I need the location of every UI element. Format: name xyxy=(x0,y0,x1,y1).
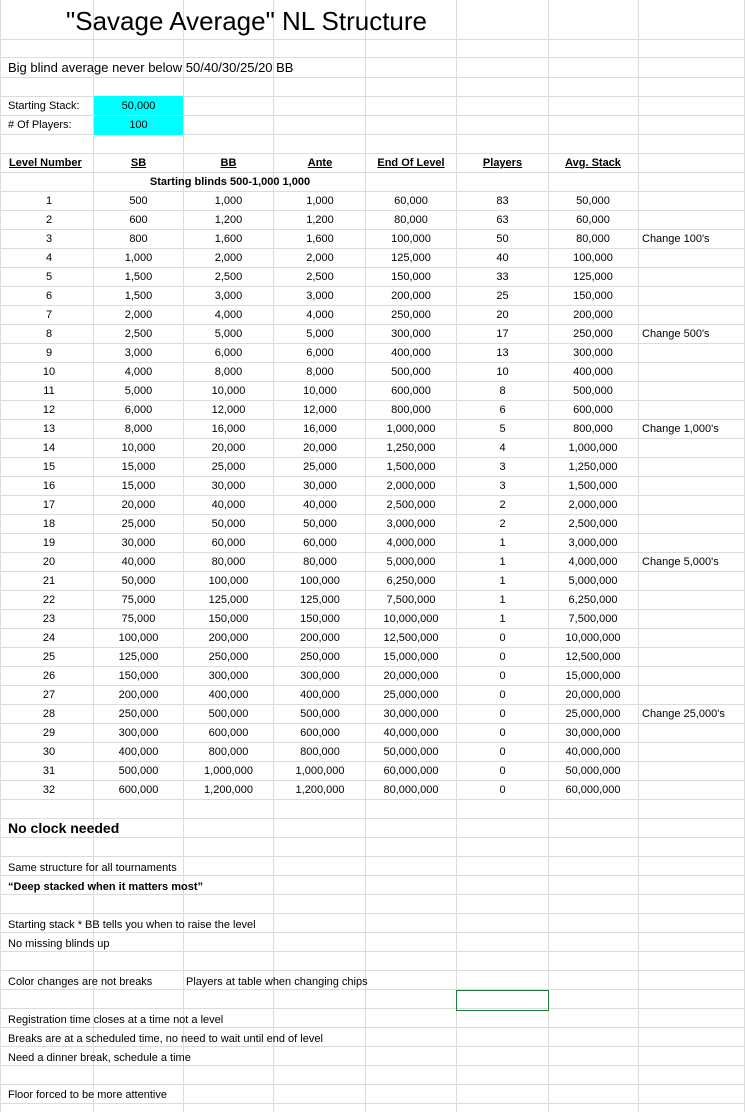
cell-avg-stack[interactable]: 15,000,000 xyxy=(565,670,621,682)
cell-level[interactable]: 19 xyxy=(42,537,56,549)
cell-ante[interactable]: 250,000 xyxy=(300,651,340,663)
cell-avg-stack[interactable]: 80,000 xyxy=(576,233,610,245)
header-end-of-level: End Of Level xyxy=(377,157,445,169)
floor-note: Floor forced to be more attentive xyxy=(8,1089,167,1101)
cell-end-of-level[interactable]: 80,000,000 xyxy=(383,784,439,796)
cell-players[interactable]: 63 xyxy=(496,214,509,226)
cell-end-of-level[interactable]: 50,000,000 xyxy=(383,746,439,758)
cell-level[interactable]: 8 xyxy=(45,328,53,340)
cell-sb[interactable]: 800 xyxy=(129,233,148,245)
cell-note[interactable] xyxy=(642,192,742,211)
cell-level[interactable]: 11 xyxy=(43,385,55,397)
cell-sb[interactable]: 40,000 xyxy=(121,556,156,568)
cell-sb[interactable]: 75,000 xyxy=(121,613,156,625)
starting-stack-value[interactable]: 50,000 xyxy=(121,100,156,112)
cell-level[interactable]: 23 xyxy=(42,613,56,625)
cell-level[interactable]: 26 xyxy=(42,670,56,682)
cell-bb[interactable]: 250,000 xyxy=(208,651,249,663)
cell-end-of-level[interactable]: 12,500,000 xyxy=(383,632,439,644)
cell-avg-stack[interactable]: 2,500,000 xyxy=(568,518,618,530)
cell-players[interactable]: 6 xyxy=(499,404,506,416)
players-at-table-note: Players at table when changing chips xyxy=(186,976,368,988)
cell-ante[interactable]: 300,000 xyxy=(300,670,340,682)
cell-ante[interactable]: 800,000 xyxy=(300,746,340,758)
cell-ante[interactable]: 20,000 xyxy=(303,442,337,454)
cell-level[interactable]: 21 xyxy=(42,575,56,587)
cell-ante[interactable]: 5,000 xyxy=(306,328,334,340)
cell-level[interactable]: 16 xyxy=(42,480,56,492)
cell-sb[interactable]: 500,000 xyxy=(118,765,159,777)
cell-bb[interactable]: 4,000 xyxy=(214,309,243,321)
cell-note[interactable] xyxy=(642,781,742,800)
cell-players[interactable]: 83 xyxy=(496,195,509,207)
cell-note[interactable]: Change 25,000's xyxy=(642,708,725,720)
cell-avg-stack[interactable]: 4,000,000 xyxy=(568,556,618,568)
cell-note[interactable] xyxy=(642,344,742,363)
cell-players[interactable]: 25 xyxy=(496,290,509,302)
cell-ante[interactable]: 40,000 xyxy=(303,499,337,511)
cell-note[interactable] xyxy=(642,458,742,477)
cell-avg-stack[interactable]: 250,000 xyxy=(573,328,613,340)
cell-bb[interactable]: 25,000 xyxy=(211,461,246,473)
cell-players[interactable]: 1 xyxy=(499,537,506,549)
same-structure-note: Same structure for all tournaments xyxy=(8,862,177,874)
cell-level[interactable]: 3 xyxy=(45,233,53,245)
cell-avg-stack[interactable]: 40,000,000 xyxy=(565,746,621,758)
cell-ante[interactable]: 12,000 xyxy=(303,404,337,416)
cell-note[interactable] xyxy=(642,762,742,781)
cell-avg-stack[interactable]: 7,500,000 xyxy=(568,613,618,625)
cell-bb[interactable]: 125,000 xyxy=(208,594,249,606)
cell-end-of-level[interactable]: 600,000 xyxy=(391,385,431,397)
subtitle: Big blind average never below 50/40/30/25/20 BB xyxy=(8,60,294,75)
cell-sb[interactable]: 1,000 xyxy=(124,252,153,264)
cell-end-of-level[interactable]: 1,250,000 xyxy=(386,442,436,454)
registration-note: Registration time closes at a time not a level xyxy=(8,1014,224,1026)
cell-sb[interactable]: 5,000 xyxy=(124,385,153,397)
cell-avg-stack[interactable]: 20,000,000 xyxy=(565,689,621,701)
cell-bb[interactable]: 100,000 xyxy=(208,575,249,587)
cell-bb[interactable]: 30,000 xyxy=(211,480,246,492)
header-avg-stack: Avg. Stack xyxy=(565,157,621,169)
cell-avg-stack[interactable]: 60,000,000 xyxy=(565,784,621,796)
cell-note[interactable] xyxy=(642,629,742,648)
cell-bb[interactable]: 1,600 xyxy=(214,233,243,245)
cell-ante[interactable]: 1,000 xyxy=(306,195,334,207)
cell-end-of-level[interactable]: 7,500,000 xyxy=(386,594,436,606)
cell-players[interactable]: 0 xyxy=(499,746,506,758)
breaks-note: Breaks are at a scheduled time, no need to wait until end of level xyxy=(8,1033,323,1045)
cell-players[interactable]: 50 xyxy=(496,233,509,245)
cell-ante[interactable]: 400,000 xyxy=(300,689,340,701)
cell-note[interactable] xyxy=(642,401,742,420)
cell-avg-stack[interactable]: 1,500,000 xyxy=(568,480,618,492)
cell-avg-stack[interactable]: 6,250,000 xyxy=(568,594,618,606)
cell-avg-stack[interactable]: 10,000,000 xyxy=(565,632,621,644)
cell-note[interactable]: Change 5,000's xyxy=(642,556,719,568)
cell-sb[interactable]: 600 xyxy=(129,214,148,226)
starting-blinds-note: Starting blinds 500-1,000 1,000 xyxy=(149,176,311,188)
cell-ante[interactable]: 2,000 xyxy=(306,252,334,264)
cell-sb[interactable]: 15,000 xyxy=(121,461,156,473)
cell-ante[interactable]: 1,600 xyxy=(306,233,334,245)
cell-bb[interactable]: 500,000 xyxy=(208,708,249,720)
cell-players[interactable]: 1 xyxy=(499,556,506,568)
cell-bb[interactable]: 3,000 xyxy=(214,290,243,302)
cell-level[interactable]: 22 xyxy=(42,594,56,606)
cell-end-of-level[interactable]: 4,000,000 xyxy=(386,537,436,549)
cell-end-of-level[interactable]: 250,000 xyxy=(391,309,431,321)
cell-avg-stack[interactable]: 600,000 xyxy=(573,404,613,416)
cell-sb[interactable]: 15,000 xyxy=(121,480,156,492)
cell-players[interactable]: 4 xyxy=(499,442,506,454)
cell-note[interactable] xyxy=(642,382,742,401)
cell-note[interactable] xyxy=(642,477,742,496)
cell-note[interactable] xyxy=(642,610,742,629)
cell-end-of-level[interactable]: 60,000 xyxy=(394,195,428,207)
cell-bb[interactable]: 2,500 xyxy=(214,271,243,283)
cell-sb[interactable]: 1,500 xyxy=(124,290,153,302)
cell-ante[interactable]: 125,000 xyxy=(300,594,340,606)
cell-avg-stack[interactable]: 500,000 xyxy=(573,385,613,397)
cell-players[interactable]: 10 xyxy=(496,366,509,378)
cell-sb[interactable]: 8,000 xyxy=(124,423,153,435)
cell-level[interactable]: 30 xyxy=(42,746,56,758)
cell-note[interactable] xyxy=(642,496,742,515)
cell-end-of-level[interactable]: 500,000 xyxy=(391,366,431,378)
cell-avg-stack[interactable]: 800,000 xyxy=(573,423,613,435)
cell-bb[interactable]: 400,000 xyxy=(208,689,249,701)
cell-bb[interactable]: 10,000 xyxy=(211,385,246,397)
cell-players[interactable]: 0 xyxy=(499,708,506,720)
cell-level[interactable]: 27 xyxy=(42,689,56,701)
cell-players[interactable]: 17 xyxy=(496,328,509,340)
cell-end-of-level[interactable]: 40,000,000 xyxy=(383,727,439,739)
cell-ante[interactable]: 1,200 xyxy=(306,214,334,226)
cell-ante[interactable]: 10,000 xyxy=(303,385,337,397)
cell-players[interactable]: 1 xyxy=(499,594,506,606)
cell-bb[interactable]: 80,000 xyxy=(211,556,246,568)
cell-end-of-level[interactable]: 100,000 xyxy=(391,233,431,245)
cell-note[interactable] xyxy=(642,515,742,534)
cell-note[interactable] xyxy=(642,648,742,667)
cell-players[interactable]: 13 xyxy=(496,347,509,359)
cell-level[interactable]: 28 xyxy=(42,708,56,720)
cell-end-of-level[interactable]: 800,000 xyxy=(391,404,431,416)
no-missing-blinds-note: No missing blinds up xyxy=(8,938,110,950)
cell-level[interactable]: 12 xyxy=(42,404,56,416)
cell-sb[interactable]: 75,000 xyxy=(121,594,156,606)
cell-level[interactable]: 32 xyxy=(42,784,56,796)
players-value[interactable]: 100 xyxy=(129,119,148,131)
cell-level[interactable]: 14 xyxy=(42,442,56,454)
cell-level[interactable]: 31 xyxy=(42,765,56,777)
cell-ante[interactable]: 1,000,000 xyxy=(295,765,345,777)
cell-avg-stack[interactable]: 50,000,000 xyxy=(565,765,621,777)
cell-bb[interactable]: 16,000 xyxy=(211,423,246,435)
cell-players[interactable]: 20 xyxy=(496,309,509,321)
cell-avg-stack[interactable]: 300,000 xyxy=(573,347,613,359)
cell-players[interactable]: 8 xyxy=(499,385,506,397)
cell-players[interactable]: 0 xyxy=(499,784,506,796)
cell-ante[interactable]: 200,000 xyxy=(300,632,340,644)
starting-stack-bb-note: Starting stack * BB tells you when to raise the level xyxy=(8,919,256,931)
cell-ante[interactable]: 2,500 xyxy=(306,271,334,283)
cell-bb[interactable]: 200,000 xyxy=(208,632,249,644)
cell-note[interactable] xyxy=(642,667,742,686)
cell-bb[interactable]: 2,000 xyxy=(214,252,243,264)
cell-players[interactable]: 3 xyxy=(499,461,506,473)
cell-note[interactable] xyxy=(642,724,742,743)
cell-note[interactable] xyxy=(642,743,742,762)
cell-end-of-level[interactable]: 1,500,000 xyxy=(386,461,436,473)
cell-sb[interactable]: 500 xyxy=(129,195,148,207)
cell-avg-stack[interactable]: 30,000,000 xyxy=(565,727,621,739)
cell-players[interactable]: 3 xyxy=(499,480,506,492)
cell-level[interactable]: 24 xyxy=(42,632,56,644)
cell-sb[interactable]: 100,000 xyxy=(118,632,159,644)
cell-avg-stack[interactable]: 3,000,000 xyxy=(568,537,618,549)
cell-ante[interactable]: 150,000 xyxy=(300,613,340,625)
cell-sb[interactable]: 125,000 xyxy=(118,651,159,663)
cell-note[interactable] xyxy=(642,439,742,458)
cell-players[interactable]: 1 xyxy=(499,613,506,625)
cell-sb[interactable]: 200,000 xyxy=(118,689,159,701)
header-bb: BB xyxy=(220,157,237,169)
cell-end-of-level[interactable]: 25,000,000 xyxy=(383,689,439,701)
cell-note[interactable]: Change 100's xyxy=(642,233,710,245)
cell-avg-stack[interactable]: 25,000,000 xyxy=(565,708,621,720)
cell-note[interactable] xyxy=(642,249,742,268)
header-players: Players xyxy=(482,157,523,169)
cell-note[interactable] xyxy=(642,686,742,705)
cell-bb[interactable]: 40,000 xyxy=(211,499,246,511)
cell-avg-stack[interactable]: 150,000 xyxy=(573,290,613,302)
cell-players[interactable]: 5 xyxy=(499,423,506,435)
cell-players[interactable]: 0 xyxy=(499,765,506,777)
cell-bb[interactable]: 5,000 xyxy=(214,328,243,340)
cell-ante[interactable]: 4,000 xyxy=(306,309,334,321)
cell-end-of-level[interactable]: 3,000,000 xyxy=(386,518,436,530)
cell-sb[interactable]: 20,000 xyxy=(121,499,156,511)
cell-sb[interactable]: 1,500 xyxy=(124,271,153,283)
cell-level[interactable]: 15 xyxy=(42,461,56,473)
cell-end-of-level[interactable]: 60,000,000 xyxy=(383,765,439,777)
cell-end-of-level[interactable]: 15,000,000 xyxy=(383,651,439,663)
cell-ante[interactable]: 500,000 xyxy=(300,708,340,720)
cell-players[interactable]: 1 xyxy=(499,575,506,587)
cell-players[interactable]: 40 xyxy=(496,252,509,264)
cell-note[interactable] xyxy=(642,211,742,230)
cell-ante[interactable]: 600,000 xyxy=(300,727,340,739)
cell-players[interactable]: 0 xyxy=(499,632,506,644)
cell-players[interactable]: 0 xyxy=(499,727,506,739)
cell-avg-stack[interactable]: 100,000 xyxy=(573,252,613,264)
cell-bb[interactable]: 8,000 xyxy=(214,366,243,378)
cell-end-of-level[interactable]: 1,000,000 xyxy=(386,423,436,435)
cell-avg-stack[interactable]: 125,000 xyxy=(573,271,613,283)
cell-sb[interactable]: 4,000 xyxy=(124,366,153,378)
cell-players[interactable]: 0 xyxy=(499,689,506,701)
cell-level[interactable]: 5 xyxy=(45,271,53,283)
cell-end-of-level[interactable]: 300,000 xyxy=(391,328,431,340)
cell-level[interactable]: 13 xyxy=(42,423,56,435)
cell-sb[interactable]: 150,000 xyxy=(118,670,159,682)
cell-avg-stack[interactable]: 12,500,000 xyxy=(565,651,621,663)
cell-sb[interactable]: 25,000 xyxy=(121,518,156,530)
cell-ante[interactable]: 80,000 xyxy=(303,556,337,568)
cell-bb[interactable]: 60,000 xyxy=(211,537,246,549)
cell-note[interactable] xyxy=(642,306,742,325)
cell-bb[interactable]: 12,000 xyxy=(211,404,246,416)
cell-end-of-level[interactable]: 30,000,000 xyxy=(383,708,439,720)
cell-end-of-level[interactable]: 80,000 xyxy=(394,214,428,226)
cell-end-of-level[interactable]: 400,000 xyxy=(391,347,431,359)
cell-note[interactable]: Change 500's xyxy=(642,328,710,340)
cell-note[interactable] xyxy=(642,591,742,610)
cell-ante[interactable]: 1,200,000 xyxy=(295,784,345,796)
cell-players[interactable]: 0 xyxy=(499,651,506,663)
sheet-title: "Savage Average" NL Structure xyxy=(66,6,428,36)
cell-end-of-level[interactable]: 2,500,000 xyxy=(386,499,436,511)
cell-sb[interactable]: 300,000 xyxy=(118,727,159,739)
cell-bb[interactable]: 20,000 xyxy=(211,442,246,454)
cell-ante[interactable]: 16,000 xyxy=(303,423,337,435)
header-sb: SB xyxy=(130,157,147,169)
cell-bb[interactable]: 6,000 xyxy=(214,347,243,359)
cell-sb[interactable]: 30,000 xyxy=(121,537,156,549)
cell-sb[interactable]: 3,000 xyxy=(124,347,153,359)
cell-end-of-level[interactable]: 5,000,000 xyxy=(386,556,436,568)
cell-end-of-level[interactable]: 125,000 xyxy=(391,252,431,264)
cell-sb[interactable]: 10,000 xyxy=(121,442,156,454)
cell-level[interactable]: 9 xyxy=(45,347,53,359)
cell-level[interactable]: 17 xyxy=(42,499,56,511)
cell-ante[interactable]: 6,000 xyxy=(306,347,334,359)
players-label: # Of Players: xyxy=(8,119,72,131)
cell-end-of-level[interactable]: 150,000 xyxy=(391,271,431,283)
cell-bb[interactable]: 1,200 xyxy=(214,214,243,226)
cell-ante[interactable]: 60,000 xyxy=(303,537,337,549)
cell-ante[interactable]: 30,000 xyxy=(303,480,337,492)
cell-players[interactable]: 2 xyxy=(499,499,506,511)
cell-avg-stack[interactable]: 1,250,000 xyxy=(568,461,618,473)
cell-bb[interactable]: 50,000 xyxy=(211,518,246,530)
header-ante: Ante xyxy=(307,157,333,169)
cell-ante[interactable]: 25,000 xyxy=(303,461,337,473)
cell-level[interactable]: 20 xyxy=(42,556,56,568)
cell-bb[interactable]: 150,000 xyxy=(208,613,249,625)
cell-end-of-level[interactable]: 2,000,000 xyxy=(386,480,436,492)
no-clock-note: No clock needed xyxy=(8,820,120,836)
cell-level[interactable]: 2 xyxy=(45,214,53,226)
cell-players[interactable]: 2 xyxy=(499,518,506,530)
header-level-number: Level Number xyxy=(9,157,82,169)
cell-note[interactable] xyxy=(642,287,742,306)
cell-ante[interactable]: 50,000 xyxy=(303,518,337,530)
cell-avg-stack[interactable]: 1,000,000 xyxy=(568,442,618,454)
cell-bb[interactable]: 600,000 xyxy=(208,727,249,739)
cell-sb[interactable]: 2,500 xyxy=(124,328,153,340)
cell-ante[interactable]: 100,000 xyxy=(300,575,340,587)
cell-sb[interactable]: 50,000 xyxy=(121,575,156,587)
selected-cell[interactable] xyxy=(456,990,549,1011)
cell-ante[interactable]: 8,000 xyxy=(306,366,334,378)
cell-end-of-level[interactable]: 20,000,000 xyxy=(383,670,439,682)
cell-bb[interactable]: 800,000 xyxy=(208,746,249,758)
cell-bb[interactable]: 1,200,000 xyxy=(204,784,253,796)
cell-sb[interactable]: 2,000 xyxy=(124,309,153,321)
cell-bb[interactable]: 1,000,000 xyxy=(204,765,253,777)
cell-avg-stack[interactable]: 2,000,000 xyxy=(568,499,618,511)
dinner-note: Need a dinner break, schedule a time xyxy=(8,1052,191,1064)
cell-note[interactable] xyxy=(642,268,742,287)
cell-sb[interactable]: 6,000 xyxy=(124,404,153,416)
cell-level[interactable]: 18 xyxy=(42,518,56,530)
cell-level[interactable]: 29 xyxy=(42,727,56,739)
cell-sb[interactable]: 250,000 xyxy=(118,708,159,720)
cell-players[interactable]: 0 xyxy=(499,670,506,682)
cell-level[interactable]: 10 xyxy=(42,366,56,378)
cell-avg-stack[interactable]: 200,000 xyxy=(573,309,613,321)
cell-ante[interactable]: 3,000 xyxy=(306,290,334,302)
cell-sb[interactable]: 400,000 xyxy=(118,746,159,758)
cell-avg-stack[interactable]: 60,000 xyxy=(576,214,610,226)
cell-bb[interactable]: 1,000 xyxy=(214,195,243,207)
cell-level[interactable]: 1 xyxy=(45,195,53,207)
cell-avg-stack[interactable]: 50,000 xyxy=(576,195,610,207)
cell-level[interactable]: 4 xyxy=(45,252,53,264)
cell-end-of-level[interactable]: 6,250,000 xyxy=(386,575,436,587)
cell-note[interactable] xyxy=(642,572,742,591)
color-changes-note: Color changes are not breaks xyxy=(8,976,153,988)
cell-players[interactable]: 33 xyxy=(496,271,509,283)
cell-sb[interactable]: 600,000 xyxy=(118,784,159,796)
cell-level[interactable]: 25 xyxy=(42,651,56,663)
cell-note[interactable]: Change 1,000's xyxy=(642,423,719,435)
cell-level[interactable]: 7 xyxy=(45,309,53,321)
cell-avg-stack[interactable]: 5,000,000 xyxy=(568,575,618,587)
cell-note[interactable] xyxy=(642,363,742,382)
cell-avg-stack[interactable]: 400,000 xyxy=(573,366,613,378)
cell-end-of-level[interactable]: 200,000 xyxy=(391,290,431,302)
cell-level[interactable]: 6 xyxy=(45,290,53,302)
deep-stacked-note: “Deep stacked when it matters most” xyxy=(8,881,204,893)
cell-bb[interactable]: 300,000 xyxy=(208,670,249,682)
cell-note[interactable] xyxy=(642,534,742,553)
starting-stack-label: Starting Stack: xyxy=(8,100,80,112)
cell-end-of-level[interactable]: 10,000,000 xyxy=(383,613,439,625)
